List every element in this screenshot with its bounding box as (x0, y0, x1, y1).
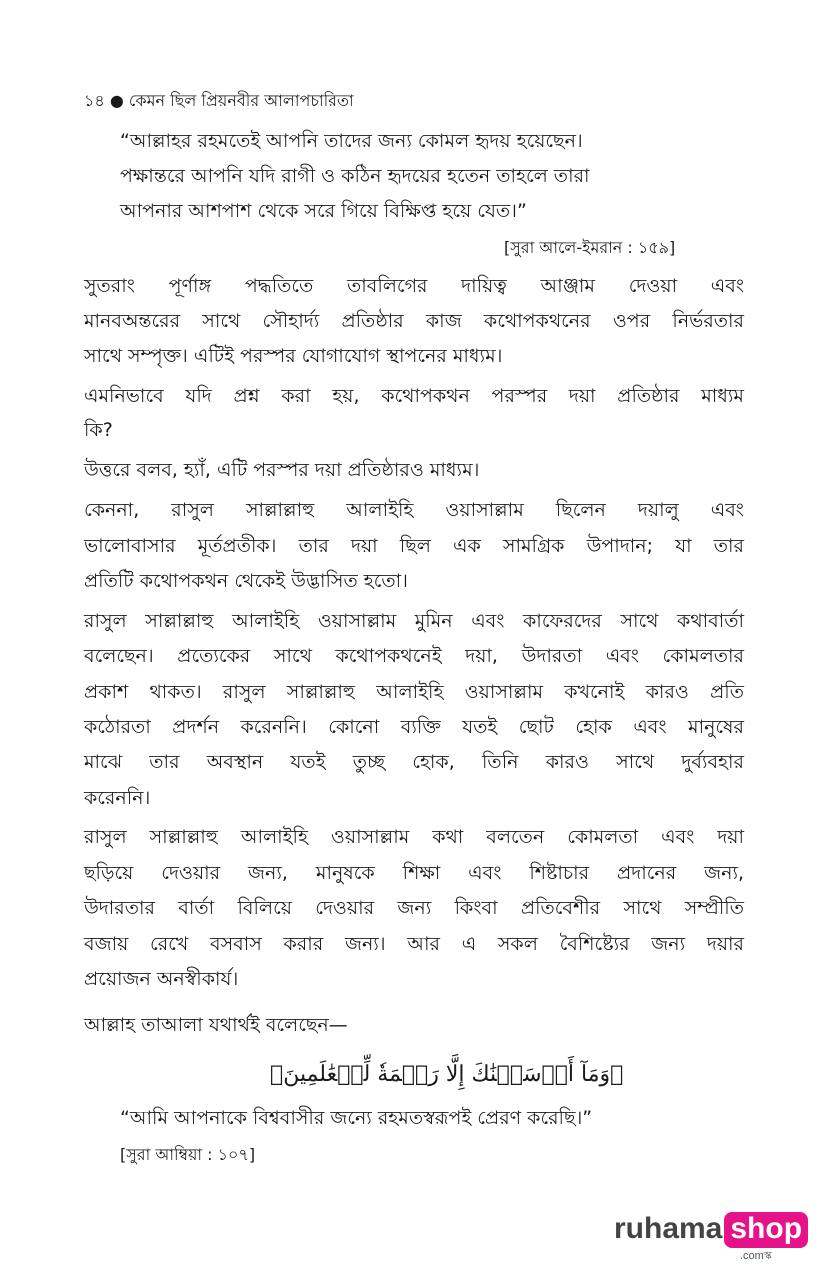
body-line: প্রতিটি কথোপকথন থেকেই উদ্ভাসিত হতো। (84, 570, 408, 592)
body-line: কেননা, রাসুল সাল্লাল্লাহু আলাইহি ওয়াসাল্লাম ছিলেন দয়ালু এবং (84, 499, 744, 521)
quote-line: পক্ষান্তরে আপনি যদি রাগী ও কঠিন হৃদয়ের হতেন তাহলে তারা (120, 165, 590, 187)
quote-reference: [সুরা আলে-ইমরান : ১৫৯] (504, 238, 676, 257)
body-line: উত্তরে বলব, হ্যাঁ, এটি পরস্পর দয়া প্রতিষ্ঠারও মাধ্যম। (84, 459, 480, 481)
body-line: উদারতার বার্তা বিলিয়ে দেওয়ার জন্য কিংবা প্রতিবেশীর সাথে সম্প্রীতি (84, 897, 744, 919)
quote-line: “আল্লাহর রহমতেই আপনি তাদের জন্য কোমল হৃদয় হয়েছেন। (120, 130, 583, 152)
ruhamashop-logo: ruhama shop (614, 1212, 808, 1248)
body-line: বজায় রেখে বসবাস করার জন্য। আর এ সকল বৈশিষ্ট্যের জন্য দয়ার (84, 933, 744, 955)
body-line: আল্লাহ তাআলা যথার্থই বলেছেন— (84, 1014, 348, 1036)
body-line: কি? (84, 419, 113, 441)
quote-reference: [সুরা আম্বিয়া : ১০৭] (120, 1145, 256, 1164)
body-line: সাথে সম্পৃক্ত। এটিই পরস্পর যোগাযোগ স্থাপনের মাধ্যম। (84, 345, 503, 367)
body-line: বলেছেন। প্রত্যেকের সাথে কথোপকথনেই দয়া, উদারতা এবং কোমলতার (84, 645, 744, 667)
quote-line: আপনার আশপাশ থেকে সরে গিয়ে বিক্ষিপ্ত হয়ে যেত।” (120, 200, 527, 222)
body-line: ভালোবাসার মূর্তপ্রতীক। তার দয়া ছিল এক সামগ্রিক উপাদান; যা তার (84, 535, 744, 557)
arabic-verse: ﴿وَمَآ أَرۡسَلۡنَٰكَ إِلَّا رَحۡمَةٗ لِّلۡعَٰلَمِينَ﴾ (270, 1062, 624, 1087)
body-line: এমনিভাবে যদি প্রশ্ন করা হয়, কথোপকথন পরস্পর দয়া প্রতিষ্ঠার মাধ্যম (84, 385, 744, 407)
body-line: সুতরাং পূর্ণাঙ্গ পদ্ধতিতে তাবলিগের দায়িত্ব আঞ্জাম দেওয়া এবং (84, 275, 744, 297)
body-line: প্রয়োজন অনস্বীকার্য। (84, 968, 239, 990)
body-line: কঠোরতা প্রদর্শন করেননি। কোনো ব্যক্তি যতই ছোট হোক এবং মানুষের (84, 716, 744, 738)
quote-translation: “আমি আপনাকে বিশ্ববাসীর জন্যে রহমতস্বরূপই প্রেরণ করেছি।” (120, 1107, 593, 1129)
body-line: রাসুল সাল্লাল্লাহু আলাইহি ওয়াসাল্লাম মুমিন এবং কাফেরদের সাথে কথাবার্তা (84, 610, 744, 632)
body-line: প্রকাশ থাকত। রাসুল সাল্লাল্লাহু আলাইহি ওয়াসাল্লাম কখনোই কারও প্রতি (84, 681, 744, 703)
body-line: রাসুল সাল্লাল্লাহু আলাইহি ওয়াসাল্লাম কথা বলতেন কোমলতা এবং দয়া (84, 826, 744, 848)
running-header: ১৪ ● কেমন ছিল প্রিয়নবীর আলাপচারিতা (84, 91, 354, 110)
body-line: মাঝে তার অবস্থান যতই তুচ্ছ হোক, তিনি কারও সাথে দুর্ব্যবহার (84, 751, 744, 773)
brand-domain: .comস্ক (740, 1250, 772, 1262)
body-line: ছড়িয়ে দেওয়ার জন্য, মানুষকে শিক্ষা এবং শিষ্টাচার প্রদানের জন্য, (84, 862, 744, 884)
body-line: করেননি। (84, 787, 151, 809)
body-line: মানবঅন্তরের সাথে সৌহার্দ্য প্রতিষ্ঠার কাজ কথোপকথনের ওপর নির্ভরতার (84, 310, 744, 332)
